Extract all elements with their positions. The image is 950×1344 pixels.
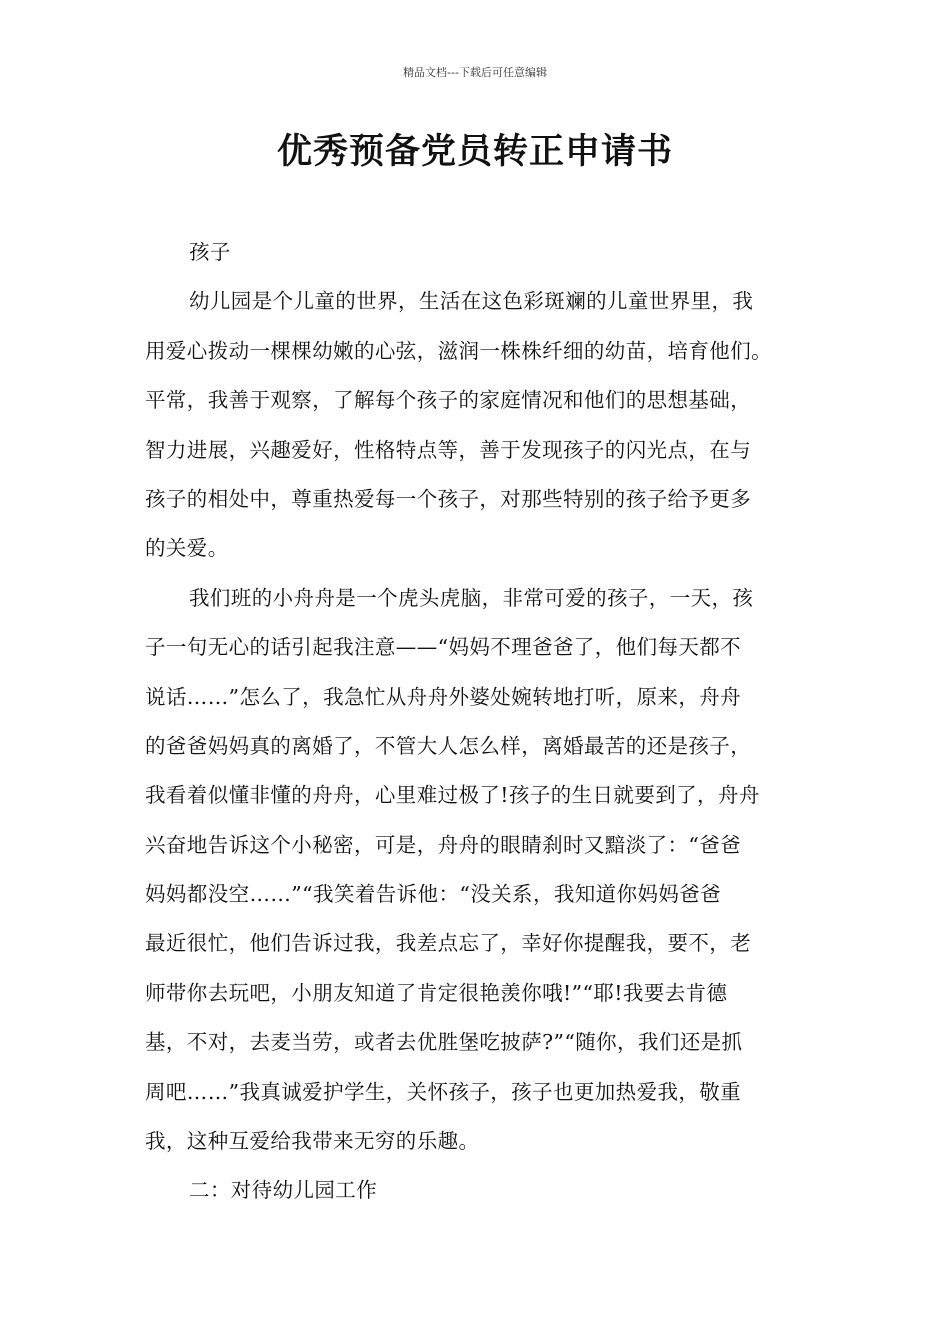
paragraph-line: 说话……”怎么了，我急忙从舟舟外婆处婉转地打听，原来，舟舟 (145, 684, 742, 709)
paragraph-line: 我看着似懂非懂的舟舟，心里难过极了!孩子的生日就要到了，舟舟 (145, 783, 760, 808)
paragraph-line: 平常，我善于观察，了解每个孩子的家庭情况和他们的思想基础， (145, 388, 752, 413)
paragraph-line: 孩子 (189, 240, 231, 264)
header-note: 精品文档---下载后可任意编辑 (403, 66, 547, 79)
paragraph-line: 的关爱。 (145, 536, 229, 561)
paragraph-line: 孩子的相处中，尊重热爱每一个孩子，对那些特别的孩子给予更多 (145, 486, 752, 511)
section-heading: 二：对待幼儿园工作 (189, 1178, 378, 1203)
document-body (145, 228, 805, 1216)
paragraph-line: 我们班的小舟舟是一个虎头虎脑，非常可爱的孩子，一天，孩 (189, 585, 754, 610)
paragraph-line: 妈妈都没空……”“我笑着告诉他：“没关系，我知道你妈妈爸爸 (145, 882, 722, 907)
paragraph-line: 师带你去玩吧，小朋友知道了肯定很艳羡你哦!”“耶!我要去肯德 (145, 980, 728, 1005)
paragraph-line: 子一句无心的话引起我注意——“妈妈不理爸爸了，他们每天都不 (145, 635, 742, 660)
document-title: 优秀预备党员转正申请书 (276, 132, 673, 172)
paragraph-line: 幼儿园是个儿童的世界，生活在这色彩斑斓的儿童世界里，我 (189, 289, 754, 314)
paragraph-line: 兴奋地告诉这个小秘密，可是，舟舟的眼睛刹时又黯淡了：“爸爸 (145, 832, 742, 857)
paragraph-line: 的爸爸妈妈真的离婚了，不管大人怎么样，离婚最苦的还是孩子， (145, 733, 752, 758)
paragraph-line: 周吧……”我真诚爱护学生，关怀孩子，孩子也更加热爱我，敬重 (145, 1079, 742, 1104)
paragraph-line: 最近很忙，他们告诉过我，我差点忘了，幸好你提醒我，要不，老 (145, 931, 752, 956)
paragraph-line: 智力进展，兴趣爱好，性格特点等，善于发现孩子的闪光点，在与 (145, 437, 752, 462)
paragraph-line: 我，这种互爱给我带来无穷的乐趣。 (145, 1129, 480, 1154)
paragraph-line: 基，不对，去麦当劳，或者去优胜堡吃披萨?”“随你，我们还是抓 (145, 1030, 743, 1055)
paragraph-line: 用爱心拨动一棵棵幼嫩的心弦，滋润一株株纤细的幼苗，培育他们。 (145, 338, 772, 363)
